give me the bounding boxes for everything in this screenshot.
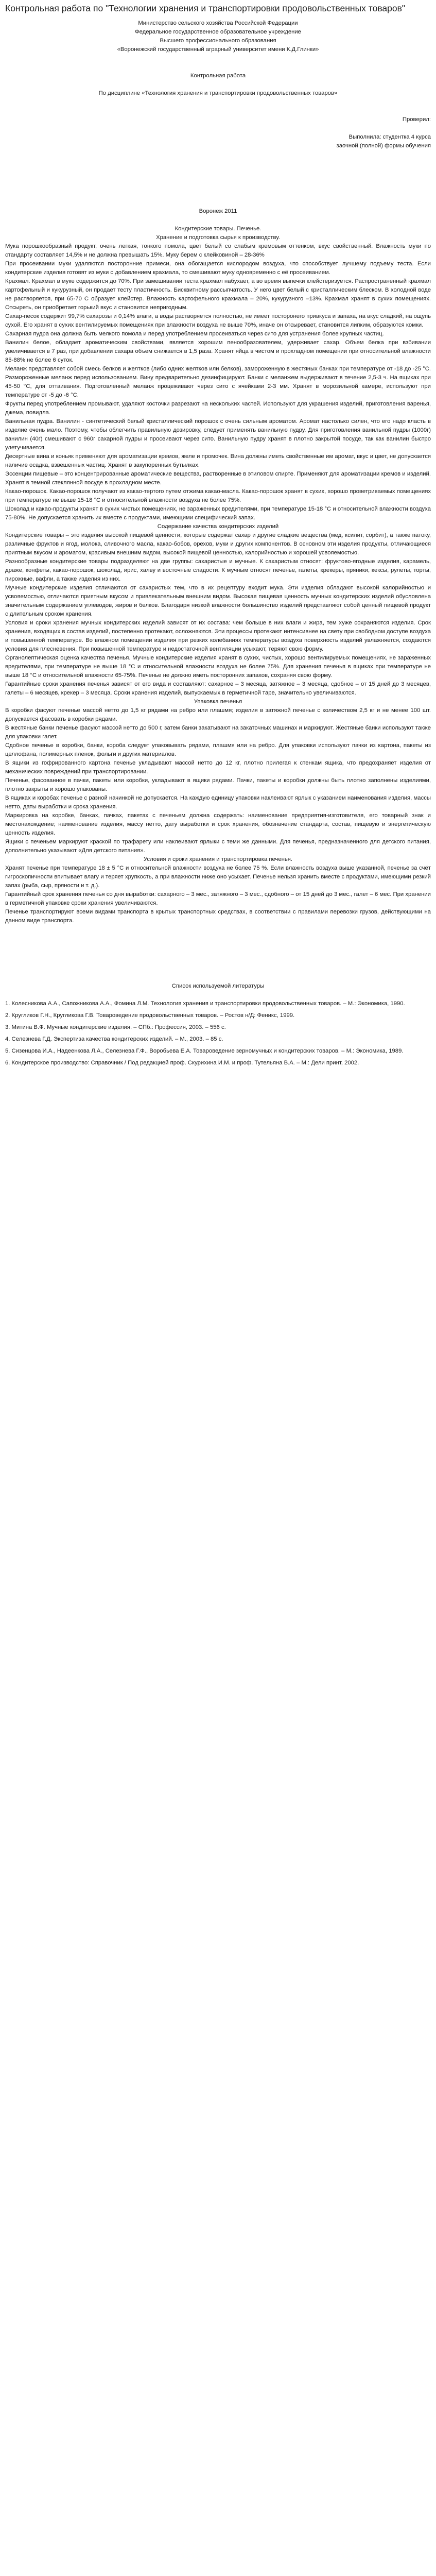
reference-item: 1. Колесникова А.А., Сапожникова А.А., Фомина Л.М. Технология хранения и транспортировки продовольственных товаров. – М.: Экономика, 1990. (5, 1001, 405, 1007)
reference-item: 4. Селезнева Г.Д. Экспертиза качества кондитерских изделий. – М., 2003. – 85 с. (5, 1036, 223, 1042)
paragraph: Крахмал. Крахмал в муке содержится до 70%. При замешивании теста крахмал набухает, а во время выпечки клейстеризуется. Распространенный крахмал картофельный и кукурузный, он продает тесту пластичность. Бисквитному рассыпчатость. У него цвет белый с кристаллическим блеском. В холодной воде не растворяется, при 65-70 С образует клейстер. Влажность картофельного крахмала – 20%, кукурузного –13%. Крахмал хранят в сухих помещениях. Отсыреть, он приобретает горький вкус и становится непригодным. (5, 278, 431, 311)
section-heading: Упаковка печенья (194, 699, 242, 705)
paragraph: Сдобное печенье в коробки, банки, короба следует упаковывать рядами, плашмя или на ребро. Для упаковки используют пачки из картона, пакеты из целлофана, полимерных пленок, фольги и других материалов. (5, 742, 431, 757)
paragraph: Гарантийные сроки хранения печенья зависят от его вида и составляют: сахарное – 3 месяца, затяжное – 3 месяца, сдобное – от 15 дней до 3 месяцев, галеты – 6 месяцев, крекер – 3 месяца. Сроки хранения изделий, выпускаемых в герметичной таре, значительно увеличиваются. (5, 681, 431, 696)
title-page (5, 19, 431, 225)
paragraph: Сахарная пудра она должна быть мелкого помола и перед употреблением просеиваться через сито для устранения более крупных частиц. (5, 331, 384, 337)
paragraph: Печенье, фасованное в пачки, пакеты или коробки, укладывают в ящики рядами. Пачки, пакеты и коробки должны быть плотно заполнены изделиями, плотно закрыты и хорошо упакованы. (5, 777, 431, 792)
paragraph: Фрукты перед употреблением промывают, удаляют косточки разрезают на нескольких частей. Используют для украшения изделий, приготовления варенья, джема, повидла. (5, 401, 431, 416)
document-title: Контрольная работа по "Технологии хранения и транспортировки продовольственных товаров" (5, 3, 406, 13)
references (5, 982, 431, 1067)
document-page (5, 0, 431, 1086)
paragraph: Ванилин белое, обладает ароматическим свойствами, является хорошим пенообразователем, удерживает сахар. Объем белка при взбивании увеличивается в 7 раз, при добавлении сахара объем снижается в 1,5 раза. Хранят яйца в чистом и прохладном помещении при относительной влажности 85-88% не более 6 суток. (5, 340, 431, 363)
paragraph: Печенье транспортируют всеми видами транспорта в крытых транспортных средствах, в соответствии с правилами перевозки грузов, действующими на данном виде транспорта. (5, 909, 431, 924)
paragraph: Мука порошкообразный продукт, очень легкая, тонкого помола, цвет белый со слабым кремовым оттенком, вкус свойственный. Влажность муки по стандарту составляет 14,5% и не должна превышать 15%. Муку берем с клейковиной – 28-36% (5, 243, 431, 258)
paragraph: При просеивании муки удаляются посторонние примеси, она обогащается кислородом воздуха, что способствует лучшему подъему теста. Если кондитерские изделия готовят из муки с добавлением крахмала, то смешивают муку одновременно с её просеиванием. (5, 261, 431, 276)
section-packaging (5, 698, 431, 855)
paragraph: В коробки фасуют печенье массой нетто до 1,5 кг рядами на ребро или плашмя; изделия в затяжной печенье с количеством 2,5 кг и не менее 100 шт. допускается фасовать в коробки рядами. (5, 707, 431, 722)
paragraph: Маркировка на коробке, банках, пачках, пакетах с печеньем должна содержать: наименование предприятия-изготовителя, его товарный знак и местонахождение; наименование изделия, массу нетто, дату выработки и срок хранения, обозначение стандарта, состав, пищевую и энергетическую ценность изделия. (5, 812, 431, 836)
references-heading: Список используемой литературы (171, 983, 265, 989)
university-line: «Воронежский государственный аграрный университет имени К.Д.Глинки» (117, 46, 319, 53)
paragraph: Шоколад и какао-продукты хранят в сухих чистых помещениях, не зараженных вредителями, при температуре 15-18 °С и относительной влажности воздуха 75-80%. Не допускается хранить их вместе с продуктами, имеющими специфический запах. (5, 506, 431, 521)
city-year: Воронеж 2011 (199, 208, 237, 214)
paragraph: Сахар-песок содержит 99,7% сахарозы и 0,14% влаги, а воды растворяется полностью, не имеет посторонего привкуса и запаха, на вкус сладкий, на ощупь сухой. Его хранят в сухих вентилируемых помещениях при влажности воздуха не выше 70%, иначе он отсыревает, становится липким, образуются комки. (5, 313, 431, 328)
reference-item: 2. Кругликов Г.Н., Кругликова Г.В. Товароведение продовольственных товаров. – Ростов н/Д: Феникс, 1999. (5, 1012, 295, 1019)
paragraph: Десертные вина и коньяк применяют для ароматизации кремов, желе и промочек. Вина должны иметь свойственные им аромат, вкус и цвет, не допускается наличие осадка, взвешенных частиц. Хранят в закупоренных бутылках. (5, 453, 431, 468)
section-subheading: Хранение и подготовка сырья к производству. (156, 234, 280, 241)
paragraph: В ящики из гофрированного картона печенье укладывают массой нетто до 12 кг, плотно прилегая к стенкам ящика, что предохраняет изделия от механических повреждений при транспортировании. (5, 760, 431, 775)
performed-by: Выполнила: студентка 4 курса (348, 134, 431, 140)
paragraph: Мучные кондитерские изделия отличаются от сахаристых тем, что в их рецептуру входит мука. Эти изделия обладают высокой калорийностью и усвояемостью, отличаются приятным вкусом и привлекательным внешним видом. Высокая пищевая ценность мучных кондитерских изделий обусловлена значительным содержанием углеводов, жиров и белков. Благодаря низкой влажности большинство изделий представляют собой ценный пищевой продукт с длительным сроком хранения. (5, 585, 431, 617)
paragraph: Хранят печенье при температуре 18 ± 5 °С и относительной влажности воздуха не более 75 %. Если влажность воздуха выше указанной, печенье за счёт гигроскопичности впитывает влагу и теряет хрупкость, а при влажности ниже оно усыхает. Печенье нельзя хранить вместе с продуктами, имеющими резкий запах (рыба, сыр, пряности и т. д.). (5, 865, 431, 889)
paragraph: Какао-порошок. Какао-порошок получают из какао-тертого путем отжима какао-масла. Какао-порошок хранят в сухих, хорошо проветриваемых помещениях при температуре не выше 15-18 °С и относительной влажности воздуха не более 75%. (5, 488, 431, 503)
reference-item: 5. Сизенцова И.А., Надеенкова Л.А., Селезнева Г.Ф., Воробьева Е.А. Товароведение зерномучных и кондитерских товаров. – М.: Экономика, 1989. (5, 1048, 404, 1054)
checked-by: Проверил: (402, 116, 431, 123)
paragraph: Кондитерские товары – это изделия высокой пищевой ценности, которые содержат сахар и другие сладкие вещества (мед, ксилит, сорбит), а также патоку, различные фруктов и ягод, молока, сливочного масла, какао-бобов, орехов, муки и других компонентов. В основном эти изделия продукты, отличающиеся приятным вкусом и ароматом, красивым внешним видом, высокой пищевой ценностью, калорийностью и хорошей усвояемостью. (5, 532, 431, 556)
paragraph: Ванильная пудра. Ванилин - синтетический белый кристаллический порошок с очень сильным ароматом. Аромат настолько силен, что его надо класть в изделие очень мало. Поэтому, чтобы облегчить правильную дозировку, следует применять ванильную пудру. Для приготовления ванильной пудры (1000г) ванилин (40г) смешивают с 960г сахарной пудры и просеивают через сито. Ванильную пудру хранят в плотно закрытой посуде, так как ванилин быстро улетучивается. (5, 418, 431, 451)
education-line: Высшего профессионального образования (160, 38, 276, 44)
reference-item: 6. Кондитерское производство: Справочник / Под редакцией проф. Скурихина И.М. и проф. Тутельяна В.А. – М.: Дели принт, 2002. (5, 1060, 359, 1066)
paragraph: Разнообразные кондитерские товары подразделяют на две группы: сахаристые и мучные. К сахаристым относят: фруктово-ягодные изделия, карамель, драже, конфеты, какао-порошок, шоколад, ирис, халву и восточные сладости. К мучным относят печенье, галеты, крекеры, пряники, кексы, рулеты, торты, пирожные, вафли, а также изделия из них. (5, 558, 431, 582)
section-storage-transport (5, 855, 431, 925)
paragraph: Ящики с печеньем маркируют краской по трафарету или наклеивают ярлыки с теми же данными. Для печенья, предназначенного для детского питания, дополнительно указывают «Для детского питания». (5, 839, 431, 854)
paragraph: Меланж представляет собой смесь белков и желтков (либо одних желтков или белков), замороженную в жестяных банках при температуре от -18 до -25 °С. Размороженные меланж перед использованием. Вину предварительно дезинфицируют. Банки с меланжем выдерживают в течение 2,5-3 ч. На ящиках при 45-50 °С, для оттаивания. Подготовленный меланж процеживают через сито с ячейками 2-3 мм. Хранят в морозильной камере, используют при температуре от -5 до -6 °С. (5, 366, 431, 398)
section-confectionery (5, 225, 431, 522)
section-quality (5, 522, 431, 698)
paragraph: Эссенции пищевые – это концентрированные ароматические вещества, растворенные в этиловом спирте. Применяют для ароматизации кремов и изделий. Хранят в темной стеклянной посуде в прохладном месте. (5, 471, 431, 486)
study-form: заочной (полной) формы обучения (336, 143, 431, 149)
ministry-line: Министерство сельского хозяйства Российской Федерации (138, 20, 298, 26)
section-heading: Условия и сроки хранения и транспортировка печенья. (144, 856, 292, 862)
paragraph: В жестяные банки печенье фасуют массой нетто до 500 г, затем банки закатывают на закаточных машинах и маркируют. Жестяные банки используют также для упаковки галет. (5, 725, 431, 740)
work-type: Контрольная работа (190, 73, 246, 79)
paragraph: В ящиках и коробах печенье с разной начинкой не допускается. На каждую единицу упаковки наклеивают ярлык с указанием наименования изделия, массы нетто, даты выработки и срока хранения. (5, 795, 431, 810)
paragraph: Гарантийный срок хранения печенья со дня выработки: сахарного – 3 мес., затяжного – 3 мес., сдобного – от 15 дней до 3 мес., галет – 6 мес. При хранении в герметичной упаковке сроки хранения увеличиваются. (5, 891, 431, 906)
subject-line: По дисциплине «Технология хранения и транспортировки продовольственных товаров» (98, 90, 338, 96)
paragraph: Условия и сроки хранения мучных кондитерских изделий зависят от их состава: чем больше в них влаги и жира, тем хуже сохраняются изделия. Срок хранения, входящих в состав изделий, постепенно протекают, осложняются. Эти процессы протекают интенсивнее на свету при свободном доступе воздуха и повышенной температуре. Во влажном помещении изделия при резких колебаниях температуры воздуха поверхность изделий увлажняется, создаются условия для плесневения. При повышенной температуре и недостаточной вентиляции усыхают, теряют свою форму. (5, 620, 431, 652)
section-heading: Содержание качества кондитерских изделий (157, 523, 279, 530)
section-heading: Кондитерские товары. Печенье. (175, 226, 261, 232)
reference-item: 3. Митина В.Ф. Мучные кондитерские изделия. – СПб.: Профессия, 2003. – 556 с. (5, 1024, 226, 1030)
paragraph: Органолептическая оценка качества печенья. Мучные кондитерские изделия хранят в сухих, чистых, хорошо вентилируемых помещениях, не зараженных вредителями, при температуре не выше 18 °С и относительной влажности воздуха не более 75%. Для хранения печенья в ящиках при температуре не выше 18 °С и относительной влажности 65-75%. Печенье не должно иметь посторонних запахов, сохраняя свою форму. (5, 655, 431, 679)
agency-line: Федеральное государственное образовательное учреждение (135, 29, 301, 35)
